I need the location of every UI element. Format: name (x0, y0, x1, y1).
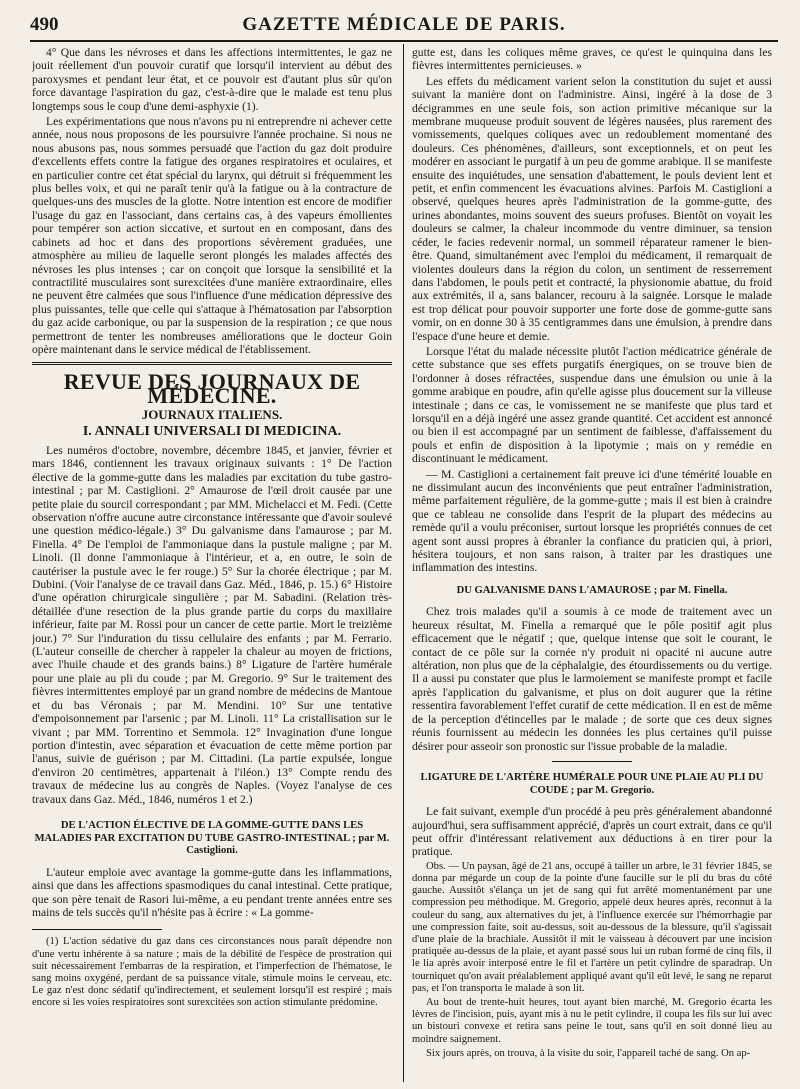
paragraph: L'auteur emploie avec avantage la gomme-gutte dans les inflammations, ainsi que dans les affections spasmodiques du canal intestinal. Cette pratique, que son père tenait de Rasori lui-même, a eu pendant trente années entre ses mains de tels succès qu'il n'hésite pas à écrire : « La gomme- (32, 865, 392, 919)
article-heading: DE L'ACTION ÉLECTIVE DE LA GOMME-GUTTE DANS LES MALADIES PAR EXCITATION DU TUBE GASTRO-INTESTINAL ; par M. Castiglioni. (34, 819, 390, 857)
paragraph: — M. Castiglioni a certainement fait preuve ici d'une témérité louable en ne dissimulant aucun des inconvénients que peut entraîner l'administration, même parfaitement régulière, de la gomme-gutte ; mais il est bien à craindre que ce tableau ne consolide dans l'esprit de la plupart des médecins au remède qu'il a voulu préconiser, surtout lorsque les propriétés connues de cet agent sont aussi propres à ébranler la confiance du praticien qui, à priori, hésitera toujours, et non sans raison, à traiter par les drastiques une inflammation des intestins. (412, 467, 772, 575)
paragraph: Chez trois malades qu'il a soumis à ce mode de traitement avec un heureux résultat, M. Finella a remarqué que le pôle positif agit plus efficacement que le négatif ; que, quelque intense que soit le courant, le contact de ce pôle sur la cornée n'y produit ni opacité ni aucune autre altération, non plus que de la céphalalgie, des étourdissements ou du vertige. Il a aussi pu constater que plus le larmoiement se manifeste prompt et facile après l'application du galvanisme, et plus on doit augurer que la rétine ressentira favorablement l'effet curatif de cette médication. Il en est de même de la perception d'étincelles par le malade ; de sorte que ces deux signes réunis fournissent au médecin les données les plus certaines qu'il puisse désirer pour asseoir son pronostic sur l'issue probable de la maladie. (412, 605, 772, 753)
observation-paragraph: Obs. — Un paysan, âgé de 21 ans, occupé à tailler un arbre, le 31 février 1845, se donna par mégarde un coup de la pointe d'une faucille sur le pli du bras du côté gauche. Aussitôt s'élança un jet de sang qui fut arrêté momentanément par une compression peu méthodique. M. Gregorio, appelé deux heures après, reconnut à la couleur du sang, aux alternatives du jet, à l'influence exercée sur l'hémorrhagie par une compression faite, soit au-dessus, soit au-dessous de la blessure, qu'il s'agissait d'une plaie de la brachiale. Aussitôt il mit le vaisseau à découvert par une incision pratiquée au-dessus de la plaie, et ayant passé sous lui un ruban formé de cinq fils, il le lia après avoir interposé entre le fil et l'artère un petit cylindre de sparadrap. Un tourniquet qu'on avait préalablement appliqué avant qu'il eût levé, le sang ne reparut pas, et l'on transporta le malade à son lit. (412, 860, 772, 994)
article-heading: LIGATURE DE L'ARTÈRE HUMÉRALE POUR UNE PLAIE AU PLI DU COUDE ; par M. Gregorio. (420, 771, 764, 796)
paragraph: Les expérimentations que nous n'avons pu ni entreprendre ni achever cette année, nous nous proposons de les poursuivre l'année prochaine. Si nous ne nous abusons pas, nous sommes persuadé que l'action du gaz doit produire d'excellents effets contre la fatigue des organes respiratoires et oculaires, et en particulier contre cet état spécial du larynx, qui détruit si fréquemment les plus belles voix, et qui ne paraît tenir qu'à la fatigue ou à la contracture de quelques-uns des muscles de la glotte. Notre intention est encore de modifier l'usage du gaz en l'associant, dans certains cas, à des vapeurs émollientes pour tempérer son action siccative, et surtout en en composant, dans des cabinets ad hoc et dans des proportions sévèrement graduées, une atmosphère au milieu de laquelle seront plongés les malades affectés des névroses les plus intenses ; car on conçoit que lorsque la sensibilité et la contractilité musculaires sont surexcitées d'une manière extraordinaire, elles ne peuvent être calmées que sous l'influence d'une médication dépressive des plus puissantes, telle que celle qui s'attaque à l'hématosation par l'absorption du gaz acide carbonique, ou par la suspension de la respiration ; ce que nous permettront de tenter les nombreuses améliorations que le docteur Goin opère maintenant dans le service médical de l'établissement. (32, 115, 392, 356)
left-column (32, 46, 392, 1082)
paragraph: Lorsque l'état du malade nécessite plutôt l'action médicatrice générale de cette substance que ses effets purgatifs énergiques, on se trouve bien de l'ordonner à doses réfractées, suspendue dans une émulsion ou unie à la gomme arabique en poudre, afin qu'elle agisse plus doucement sur la villeuse intestinale ; dans ce cas, le vomissement ne se manifeste que plus tard et lorsqu'il en a déjà ingéré une assez grande quantité. Cet accident est annoncé ou bien il est accompagné par un sentiment de faiblesse, d'affaissement du pouls et enfin de disposition à la lipotymie ; mais on y remédie en discontinuant le médicament. (412, 344, 772, 466)
page-header (30, 14, 778, 42)
section-title: REVUE DES JOURNAUX DE MÉDECINE. (63, 369, 361, 408)
footnote: (1) L'action sédative du gaz dans ces circonstances nous paraît dépendre non d'une vertu inhérente à sa nature ; mais de la débilité de l'espèce de prostration qui suit nécessairement l'embarras de la respiration, et l'imperfection de l'hématose, le sang moins oxygéné, perdant de sa puissance vitale, stimule moins le cerveau, etc. Le gaz n'est donc sédatif qu'indirectement, et seulement lorsqu'il est respiré ; mais encore si les voies respiratoires sont surexcitées son action stimulante prédomine. (32, 936, 392, 1009)
observation-paragraph: Six jours après, on trouva, à la visite du soir, l'appareil taché de sang. On ap- (426, 1047, 751, 1059)
article-heading: DU GALVANISME DANS L'AMAUROSE ; par M. Finella. (456, 584, 728, 596)
paragraph: Les effets du médicament varient selon la constitution du sujet et aussi suivant la manière dont on l'administre. Ainsi, ingéré à la dose de 3 décigrammes en une seule fois, son action primitive mécanique sur la membrane muqueuse produit souvent de légères nausées, plus rarement des vomissements, quelques coliques avec un redoublement momentané des douleurs. Ces phénomènes, d'ailleurs, sont exceptionnels, et on peut les modérer en associant le purgatif à un peu de gomme arabique. Il se manifeste ensuite des inquiétudes, une sensation d'abattement, le pouls devient lent et petit, et enfin commencent les évacuations alvines. Parfois M. Castiglioni a observé, quelques heures après l'administration de la gomme-gutte, des urines abondantes, moins souvent des sueurs profuses. Bientôt on voyait les douleurs se calmer, la chaleur incommode du ventre diminuer, sa tension céder, le facies redevenir normal, un sommeil réparateur ramener le bien-être. Quand, simultanément avec l'emploi du médicament, il remarquait de violentes douleurs dans la région du colon, un sentiment de resserrement dans l'abdomen, le pouls petit et contracté, la physionomie abattue, du froid aux extrémités, il a, sans balancer, recouru à la saignée. Lorsque le malade est trop délicat pour pouvoir supporter une forte dose de gomme-gutte sans vomir, on en donne 30 à 35 centigrammes dans une émulsion, à prendre dans l'espace d'une heure et demie. (412, 74, 772, 343)
paragraph: Les numéros d'octobre, novembre, décembre 1845, et janvier, février et mars 1846, contiennent les travaux originaux suivants : 1° De l'action élective de la gomme-gutte dans les maladies par excitation du tube gastro-intestinal ; par M. Castiglioni. 2° Amaurose de l'œil droit causée par une petite plaie du sourcil correspondant ; par MM. Michelacci et M. Fedi. (Cette observation n'offre aucune autre circonstance intéressante que d'avoir soulevé une question médico-légale.) 3° Du galvanisme dans l'amaurose ; par M. Finella. 4° De l'emploi de l'ammoniaque dans la pustule maligne ; par M. Linoli. (Il donne l'ammoniaque à l'intérieur, et a, en outre, le soin de cautériser la pustule avec le fer rouge.) 5° Sur la chorée électrique ; par M. Dubini. (Voir l'analyse de ce travail dans Gaz. Méd., 1846, p. 15.) 6° Histoire d'une opération chirurgicale singulière ; par M. Sabadini. (Relation très-détaillée d'une resection de la plus grande partie du corps du maxillaire inférieur, faite par M. Rossi pour un cancer de cette partie. Mort le treizième jour.) 7° Sur l'induration du tissu cellulaire des enfants ; par M. Ferrario. (L'auteur conseille de chercher à rappeler la chaleur au moyen de frictions, avec l'huile chaude et des grands bains.) 8° Ligature de l'artère humérale pour une plaie au pli du coude ; par M. Gregorio. 9° Sur le traitement des fièvres intermittentes employé par un grand nombre de médecins de Mantoue et du bas Véronais ; par M. Mendini. 10° Sur une tentative d'empoisonnement par l'arsenic ; par M. Linoli. 11° La cristallisation sur le vivant ; par MM. Torrentino et Semmola. 12° Invagination d'une longue portion d'intestin, avec séparation et évacuation de cette même portion par l'anus, suivie de guérison ; par M. Cittadini. (La partie expulsée, longue d'environ 20 centimètres, appartenait à l'iléon.) 13° Compte rendu des travaux de médecine lus au congrès de Naples. (Voyez l'analyse de ces travaux dans Gaz. Méd., 1846, numéros 1 et 2.) (32, 443, 392, 806)
page-number: 490 (30, 14, 59, 35)
section-divider (32, 362, 392, 365)
observation-paragraph: Au bout de trente-huit heures, tout ayant bien marché, M. Gregorio écarta les lèvres de l'incision, puis, ayant mis à nu le petit cylindre, il coupa les fils sur lui avec un bistouri convexe et retira sans peine le tout, sans qu'il en soit donné lieu au moindre saignement. (412, 996, 772, 1045)
subsection-title: JOURNAUX ITALIENS. (141, 407, 283, 423)
article-divider (552, 761, 632, 762)
paragraph: 4° Que dans les névroses et dans les affections intermittentes, le gaz ne jouit réellement d'un pouvoir curatif que lorsqu'il intervient au début des paroxysmes et pendant leur état, et ce pouvoir est d'autant plus sûr qu'on force davantage l'aspiration du gaz, c'est-à-dire que le malade est tenu plus longtemps sous le coup d'une demi-asphyxie (1). (32, 46, 392, 113)
footnote-divider (32, 929, 162, 930)
journal-heading: I. ANNALI UNIVERSALI DI MEDICINA. (82, 423, 342, 439)
paragraph: gutte est, dans les coliques même graves, ce qu'est le quinquina dans les fièvres intermittentes pernicieuses. » (412, 46, 772, 73)
right-column (412, 46, 772, 1082)
column-divider (403, 44, 404, 1082)
paragraph: Le fait suivant, exemple d'un procédé à peu près généralement abandonné aujourd'hui, sera suffisamment apprécié, d'après un court extrait, dans ce qu'il peut offrir d'intéressant relativement aux déductions à en tirer pour la pratique. (412, 805, 772, 859)
journal-title: GAZETTE MÉDICALE DE PARIS. (242, 14, 566, 35)
